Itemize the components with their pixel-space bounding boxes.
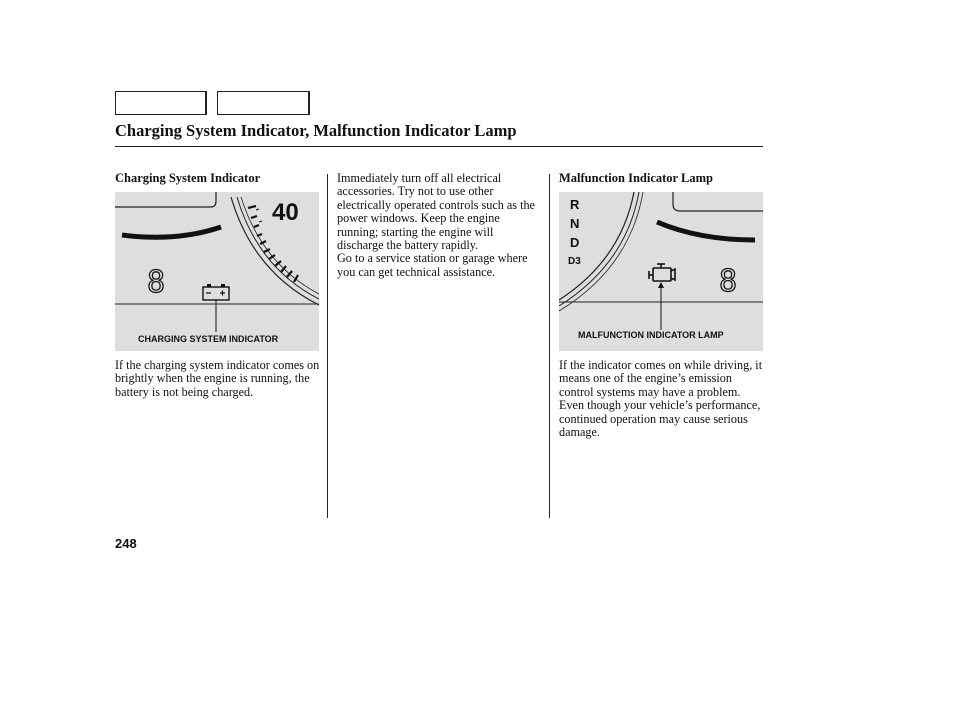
- column-divider-2: [549, 174, 550, 518]
- nav-box-1[interactable]: [115, 91, 207, 115]
- middle-paragraph-2: Go to a service station or garage where you can get technical assistance.: [337, 251, 528, 279]
- gear-d3: D3: [568, 256, 581, 267]
- page-title: Charging System Indicator, Malfunction Indicator Lamp: [115, 121, 517, 140]
- page-number: 248: [115, 536, 137, 551]
- mil-caption: MALFUNCTION INDICATOR LAMP: [578, 330, 724, 340]
- gauge-arc: [122, 227, 221, 237]
- charging-figure: [115, 192, 319, 351]
- bezel-line: [115, 192, 216, 207]
- gear-n: N: [570, 216, 580, 231]
- charging-heading: Charging System Indicator: [115, 171, 261, 185]
- column-divider-1: [327, 174, 328, 518]
- nav-box-2[interactable]: [217, 91, 310, 115]
- gear-indicator: [568, 197, 581, 267]
- mil-figure: [559, 192, 763, 351]
- mil-heading: Malfunction Indicator Lamp: [559, 171, 713, 185]
- charging-caption: CHARGING SYSTEM INDICATOR: [138, 334, 279, 344]
- title-rule: [115, 146, 763, 147]
- leader-arrow: [658, 282, 664, 288]
- digit-display: 8: [719, 264, 738, 299]
- bezel-line: [673, 192, 763, 211]
- charging-paragraph: If the charging system indicator comes on brightly when the engine is running, the battery is not being charged.: [115, 358, 320, 399]
- minor-ticks: [256, 209, 262, 222]
- engine-icon: [649, 264, 675, 281]
- speed-label: 40: [272, 199, 299, 226]
- gear-d: D: [570, 235, 580, 250]
- gauge-arc: [657, 222, 755, 240]
- middle-text: [337, 172, 542, 279]
- middle-paragraph-1: Immediately turn off all electrical accessories. Try not to use other electrically operated controls such as the power windows. Keep the engine running; starting the engine will discharge the battery rapidly.: [337, 171, 535, 253]
- gear-r: R: [570, 197, 580, 212]
- battery-icon: [203, 284, 229, 300]
- digit-display: 8: [147, 265, 166, 300]
- mil-paragraph: If the indicator comes on while driving, it means one of the engine’s emission control systems may have a problem. Even though your vehicle’s performance, continued operation may cause serious damage.: [559, 358, 763, 440]
